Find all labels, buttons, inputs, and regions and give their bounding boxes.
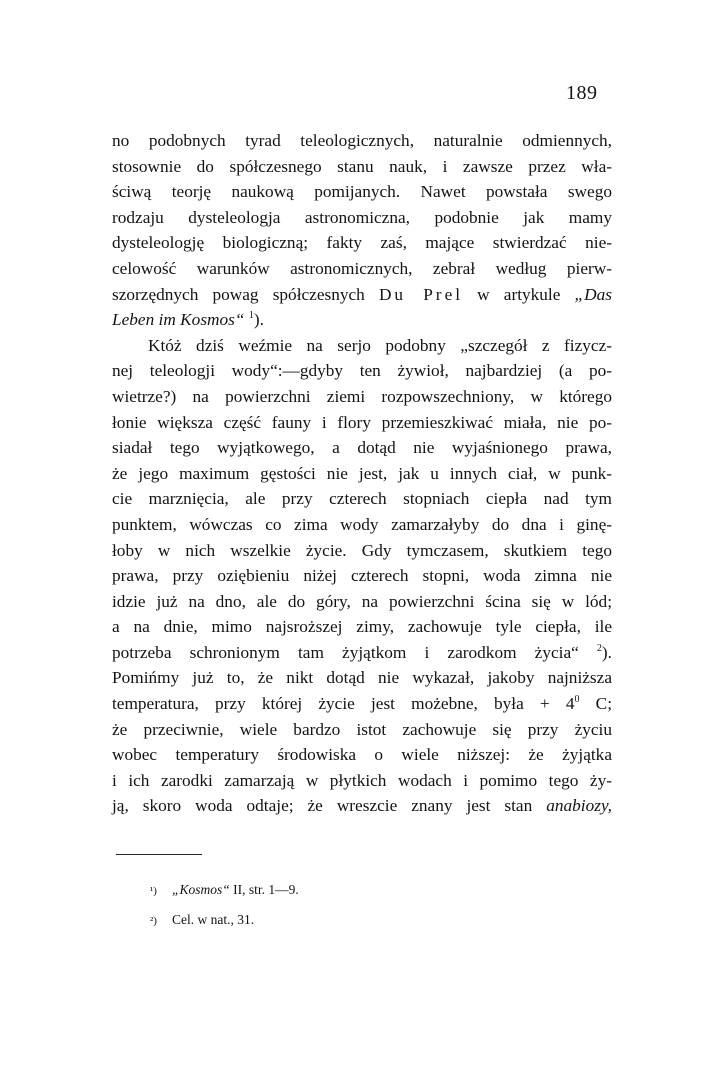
article-title: „Das <box>574 284 612 304</box>
text-line: a na dnie, mimo najsroższej zimy, zachowuje tyle ciepła, ile <box>112 617 612 637</box>
text-line: cie marznięcia, ale przy czterech stopniach ciepła nad tym <box>112 489 612 509</box>
text-line <box>112 307 612 333</box>
footnote-text: II, str. 1—9. <box>229 882 299 897</box>
footnotes <box>150 875 299 935</box>
text-segment: szorzędnych powag spółczesnych <box>112 284 379 304</box>
text-line: ściwą teorję naukową pomijanych. Nawet powstała swego <box>112 182 612 202</box>
text-segment: potrzeba schronionym tam żyjątkom i zarodkom życia“ <box>112 642 597 662</box>
text-line: dysteleologję biologiczną; fakty zaś, mające stwierdzać nie- <box>112 233 612 253</box>
text-segment: ). <box>601 642 612 662</box>
text-line: że jego maximum gęstości nie jest, jak u innych ciał, w punk- <box>112 463 612 483</box>
text-segment: C; <box>579 694 612 714</box>
text-line: Pomińmy już to, że nikt dotąd nie wykazał, jakoby najniższa <box>112 668 612 688</box>
footnote-divider <box>116 854 202 855</box>
footnote <box>150 875 299 905</box>
text-line <box>112 691 612 717</box>
article-title: Leben im Kosmos“ <box>112 310 245 330</box>
text-line: i ich zarodki zamarzają w płytkich wodach i pomimo tego ży- <box>112 770 612 790</box>
text-line: nej teleologji wody“:—gdyby ten żywioł, najbardziej (a po- <box>112 361 612 381</box>
footnote <box>150 905 299 935</box>
emphasized-term: anabiozy, <box>546 796 612 816</box>
degree-mark: 0 <box>574 694 580 706</box>
footnote-ref: 2 <box>596 643 602 655</box>
text-line <box>112 282 612 308</box>
footnote-ref: 1 <box>248 310 254 322</box>
text-line: łoby w nich wszelkie życie. Gdy tymczasem, skutkiem tego <box>112 540 612 560</box>
text-line <box>112 640 612 666</box>
text-segment: ją, skoro woda odtaje; że wreszcie znany jest stan <box>112 796 547 816</box>
footnote-mark: ¹) <box>150 885 157 897</box>
text-segment: temperatura, przy której życie jest możebne, była + 4 <box>112 694 575 714</box>
footnote-source: „Kosmos“ <box>172 882 230 897</box>
text-line: stosownie do spółczesnego stanu nauk, i zawsze przez wła- <box>112 156 612 176</box>
text-segment: ). <box>253 310 264 330</box>
text-line <box>112 793 612 819</box>
author-name: Du Prel <box>378 284 464 304</box>
text-line: punktem, wówczas co zima wody zamarzałyby do dna i ginę- <box>112 514 612 534</box>
text-line: Któż dziś weźmie na serjo podobny „szczegół z fizycz- <box>148 335 612 355</box>
page-number: 189 <box>566 82 598 104</box>
text-line: no podobnych tyrad teleologicznych, naturalnie odmiennych, <box>112 131 612 150</box>
text-line: wobec temperatury środowiska o wiele niższej: że żyjątka <box>112 745 612 765</box>
footnote-mark: ²) <box>150 915 157 927</box>
text-segment: w artykule <box>463 284 575 304</box>
footnote-text: Cel. w nat., 31. <box>172 912 255 927</box>
text-line: że przeciwnie, wiele bardzo istot zachowuje się przy życiu <box>112 719 612 739</box>
text-line: siadał tego wyjątkowego, a dotąd nie wyjaśnionego prawa, <box>112 438 612 458</box>
text-line: łonie większa część fauny i flory przemieszkiwać miała, nie po- <box>112 412 612 432</box>
body-text <box>112 128 612 819</box>
text-line: idzie już na dno, ale do góry, na powierzchni ścina się w lód; <box>112 591 612 611</box>
text-line: rodzaju dysteleologja astronomiczna, podobnie jak mamy <box>112 207 612 227</box>
text-line: prawa, przy oziębieniu niżej czterech stopni, woda zimna nie <box>112 566 612 586</box>
text-line: celowość warunków astronomicznych, zebrał według pierw- <box>112 258 612 278</box>
text-line: wietrze?) na powierzchni ziemi rozpowszechniony, w którego <box>112 386 612 406</box>
